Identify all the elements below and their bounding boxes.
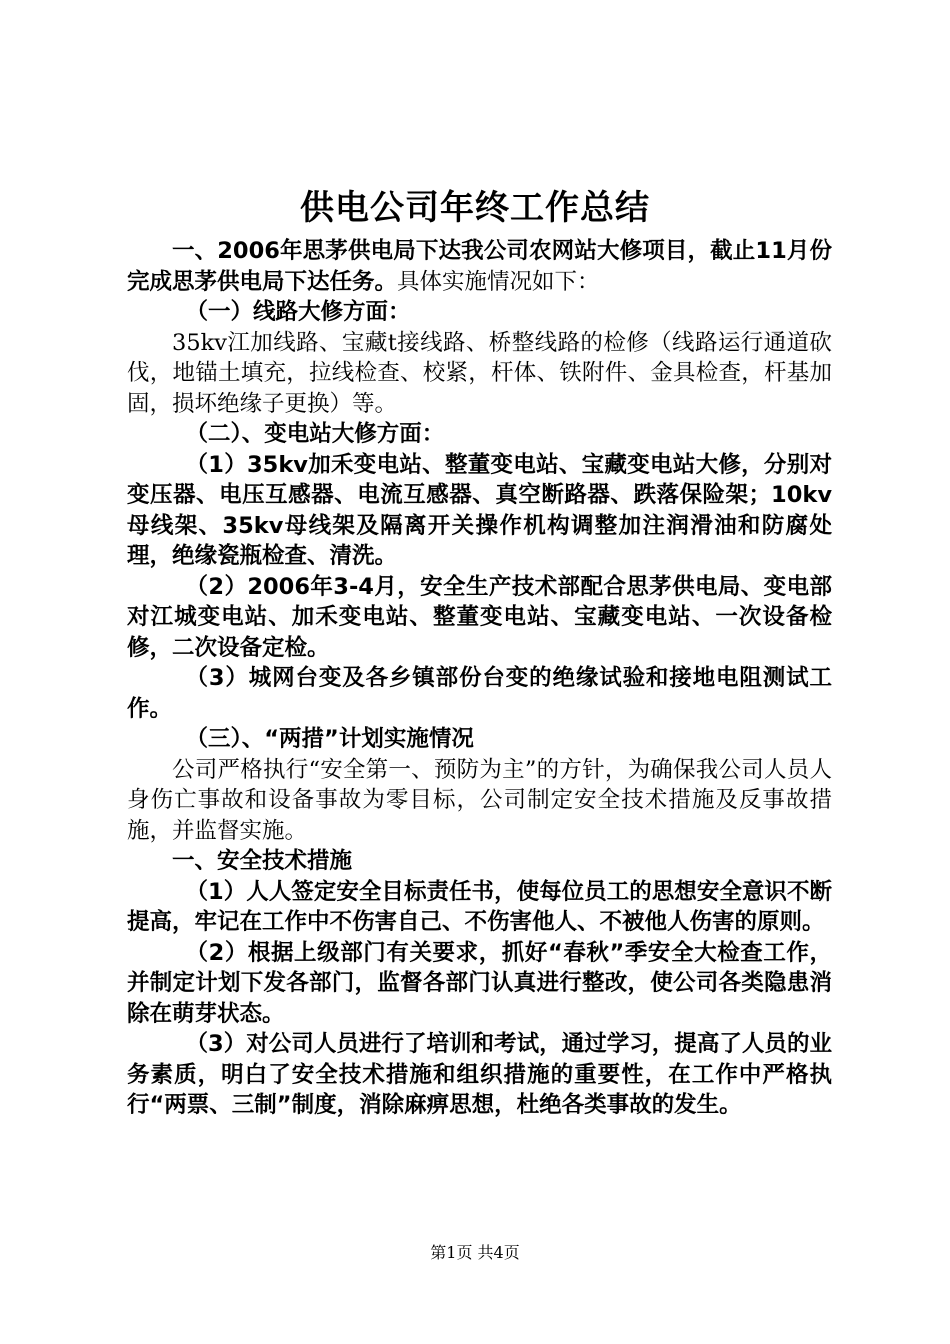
page-footer: 第1页 共4页 bbox=[430, 1243, 520, 1262]
paragraph-substation-2: （2）2006年3-4月，安全生产技术部配合思茅供电局、变电部对江城变电站、加禾变电站、整董变电站、宝藏变电站、一次设备检修，二次设备定检。 bbox=[127, 573, 832, 661]
paragraph-intro bbox=[127, 236, 832, 297]
heading-safety-measures: 一、安全技术措施 bbox=[172, 848, 353, 874]
paragraph-safety-1: （1）人人签定安全目标责任书，使每位员工的思想安全意识不断提高，牢记在工作中不伤害自己、不伤害他人、不被他人伤害的原则。 bbox=[127, 878, 832, 935]
document-title: 供电公司年终工作总结 bbox=[300, 188, 650, 228]
paragraph-substation-3: （3）城网台变及各乡镇部份台变的绝缘试验和接地电阻测试工作。 bbox=[127, 665, 832, 722]
paragraph-safety-policy: 公司严格执行“安全第一、预防为主”的方针，为确保我公司人员人身伤亡事故和设备事故为零目标，公司制定安全技术措施及反事故措施，并监督实施。 bbox=[127, 756, 832, 844]
heading-line-repair: （一）线路大修方面： bbox=[185, 299, 411, 325]
paragraph-intro-text: 一、2006年思茅供电局下达我公司农网站大修项目，截止11月份完成思茅供电局下达任务。 bbox=[127, 238, 832, 295]
heading-substation-repair: （二）、变电站大修方面： bbox=[185, 421, 445, 447]
paragraph-substation-1: （1）35kv加禾变电站、整董变电站、宝藏变电站大修，分别对变压器、电压互感器、电流互感器、真空断路器、跌落保险架；10kv母线架、35kv母线架及隔离开关操作机构调整加注润滑油和防腐处理，绝缘瓷瓶检查、清洗。 bbox=[127, 451, 832, 569]
document-body bbox=[127, 236, 832, 1121]
heading-two-measures: （三）、“两措”计划实施情况 bbox=[185, 726, 474, 752]
paragraph-intro-tail: 具体实施情况如下： bbox=[397, 268, 600, 295]
paragraph-safety-3: （3）对公司人员进行了培训和考试，通过学习，提高了人员的业务素质，明白了安全技术措施和组织措施的重要性，在工作中严格执行“两票、三制”制度，消除麻痹思想，杜绝各类事故的发生。 bbox=[127, 1031, 832, 1118]
paragraph-line-repair: 35kv江加线路、宝藏t接线路、桥整线路的检修（线路运行通道砍伐，地锚土填充，拉线检查、校紧，杆体、铁附件、金具检查，杆基加固，损坏绝缘子更换）等。 bbox=[127, 329, 832, 417]
paragraph-safety-2: （2）根据上级部门有关要求，抓好“春秋”季安全大检查工作，并制定计划下发各部门，监督各部门认真进行整改，使公司各类隐患消除在萌芽状态。 bbox=[127, 939, 832, 1027]
